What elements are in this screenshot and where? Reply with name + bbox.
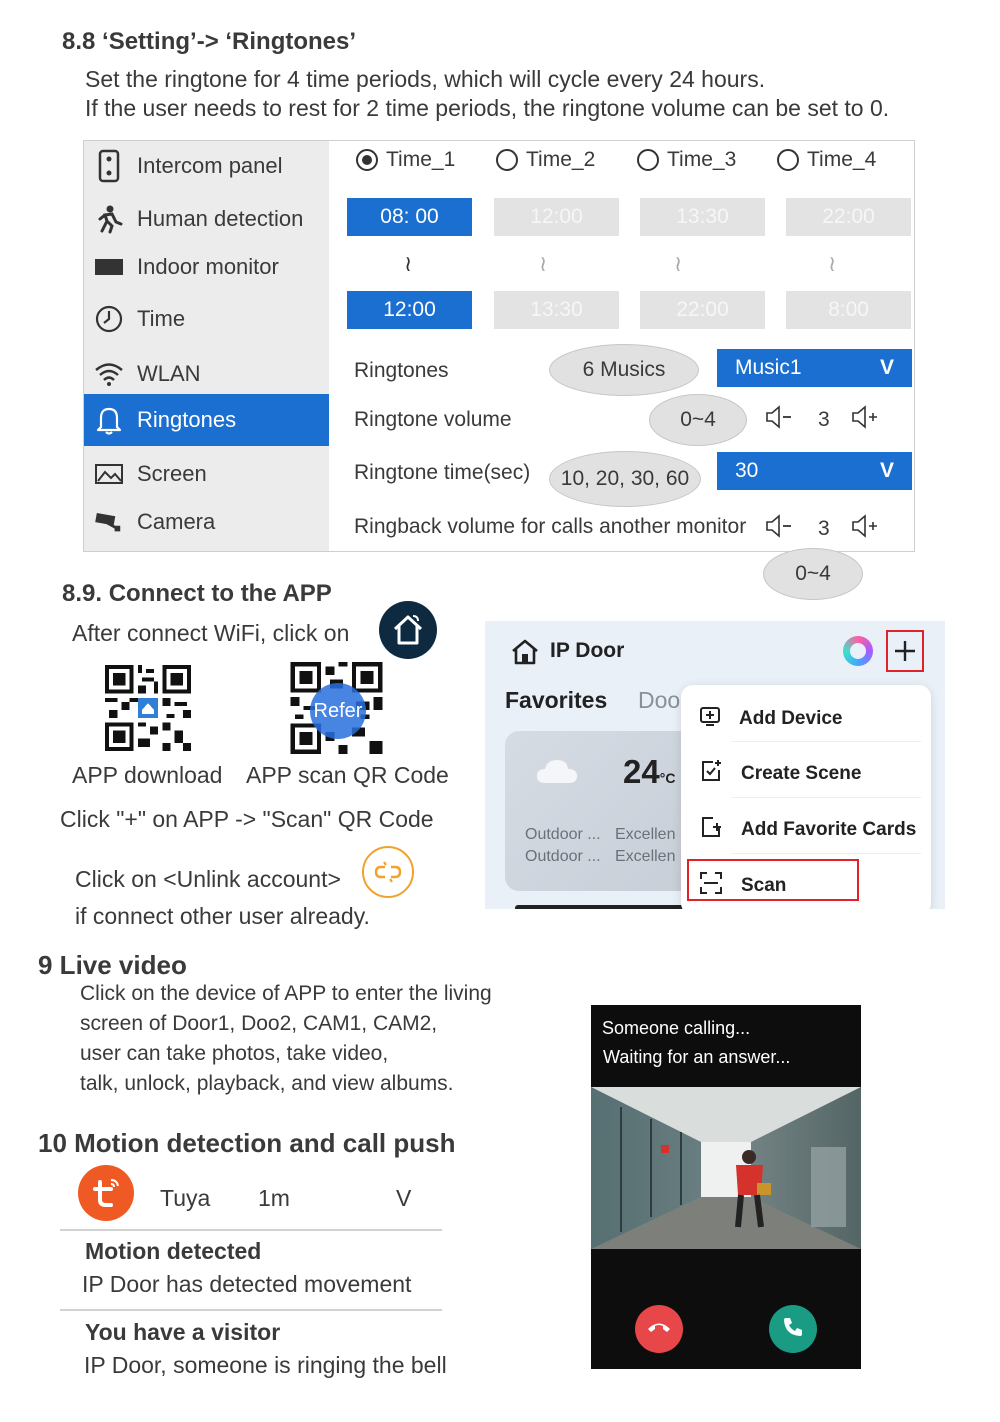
- tab-label: Time_2: [526, 148, 596, 171]
- motion-notification-body: IP Door has detected movement: [82, 1271, 412, 1297]
- tab-time-3[interactable]: [637, 148, 736, 172]
- answer-call-button[interactable]: [769, 1305, 817, 1353]
- app-download-qr-code: [104, 665, 192, 751]
- sidebar-item-screen[interactable]: [84, 449, 329, 499]
- weather-card[interactable]: [505, 731, 695, 891]
- range-separator: ≀: [404, 251, 413, 276]
- ringtone-settings-panel: [83, 140, 915, 552]
- ringback-volume-value: 3: [818, 517, 830, 540]
- click-plus-text: Click "+" on APP -> "Scan" QR Code: [60, 806, 434, 832]
- favorites-tab[interactable]: Favorites: [505, 687, 608, 713]
- tab-label: Time_1: [386, 148, 456, 171]
- intercom-panel-icon: [94, 149, 124, 183]
- section-10-title: 10 Motion detection and call push: [38, 1128, 456, 1158]
- home-icon[interactable]: [511, 639, 539, 670]
- live-video-line: Click on the device of APP to enter the living: [80, 982, 492, 1005]
- menu-item-scan[interactable]: [699, 871, 786, 901]
- ringtone-select-value: Music1: [735, 356, 802, 379]
- add-device-icon: [699, 705, 721, 733]
- ringtones-label: Ringtones: [354, 359, 449, 382]
- temperature-number: 24: [623, 753, 660, 790]
- volume-down-icon[interactable]: [764, 513, 794, 545]
- ringback-volume-control: [764, 513, 880, 545]
- sidebar-item-label: WLAN: [137, 361, 201, 386]
- ringtone-time-label: Ringtone time(sec): [354, 461, 531, 484]
- ringtones-options-note: 6 Musics: [549, 344, 699, 396]
- volume-up-icon[interactable]: [850, 404, 880, 436]
- cloud-icon: [535, 757, 579, 790]
- motion-notification-title: Motion detected: [85, 1238, 262, 1264]
- card-indicator: [515, 905, 685, 909]
- volume-up-icon[interactable]: [850, 513, 880, 545]
- wifi-icon: [94, 362, 124, 386]
- phone-icon: [782, 1316, 804, 1343]
- clock-icon: [94, 305, 124, 333]
- call-status-line2: Waiting for an answer...: [603, 1047, 791, 1067]
- ringtone-volume-label: Ringtone volume: [354, 408, 512, 431]
- menu-item-create-scene[interactable]: [699, 759, 861, 789]
- unlink-account-text: Click on <Unlink account>: [75, 866, 341, 892]
- ringback-volume-label: Ringback volume for calls another monitor: [354, 515, 747, 538]
- tab-time-2[interactable]: [496, 148, 595, 172]
- app-screenshot: [485, 621, 945, 909]
- human-detection-icon: [94, 204, 124, 234]
- sidebar-item-label: Human detection: [137, 206, 304, 231]
- notification-time: 1m: [258, 1185, 290, 1211]
- section-8-8-line1: Set the ringtone for 4 time periods, which will cycle every 24 hours.: [85, 66, 766, 92]
- temperature-unit: °C: [659, 770, 676, 786]
- notification-app-name: Tuya: [160, 1185, 211, 1211]
- incoming-call-screen: [591, 1005, 861, 1369]
- sidebar-item-wlan[interactable]: [84, 349, 329, 399]
- app-scan-label: APP scan QR Code: [246, 762, 449, 788]
- sidebar-item-time[interactable]: [84, 294, 329, 344]
- image-icon: [94, 463, 124, 485]
- menu-divider: [731, 853, 921, 854]
- ringtone-select[interactable]: [717, 349, 912, 387]
- sidebar-item-label: Ringtones: [137, 407, 237, 432]
- notification-divider: [60, 1229, 442, 1231]
- call-status-line1: Someone calling...: [602, 1018, 751, 1038]
- temperature-value: [623, 753, 675, 791]
- sidebar-item-label: Time: [137, 306, 186, 331]
- door-tab[interactable]: Doo: [638, 687, 681, 713]
- menu-divider: [731, 797, 921, 798]
- menu-item-label: Add Favorite Cards: [741, 819, 917, 840]
- chevron-down-icon[interactable]: V: [396, 1185, 412, 1211]
- sidebar-item-intercom-panel[interactable]: [84, 141, 329, 191]
- sidebar-item-indoor-monitor[interactable]: [84, 242, 329, 292]
- live-video-line: talk, unlock, playback, and view albums.: [80, 1072, 454, 1095]
- sidebar-item-ringtones[interactable]: [84, 394, 329, 446]
- excellent-label-2: Excellen: [615, 848, 676, 865]
- menu-divider: [731, 741, 921, 742]
- notification-divider: [60, 1309, 442, 1311]
- time-4-start[interactable]: 22:00: [786, 198, 911, 236]
- ringtone-volume-control: [764, 404, 880, 436]
- sidebar-item-label: Camera: [137, 509, 216, 534]
- scan-icon: [699, 871, 723, 901]
- menu-item-label: Create Scene: [741, 763, 862, 784]
- add-plus-button[interactable]: [886, 630, 924, 672]
- chevron-down-icon: V: [879, 356, 894, 379]
- decline-call-button[interactable]: [635, 1305, 683, 1353]
- section-9-title: 9 Live video: [38, 950, 187, 980]
- connect-other-text: if connect other user already.: [75, 903, 370, 929]
- tab-label: Time_4: [807, 148, 877, 171]
- live-video-line: screen of Door1, Doo2, CAM1, CAM2,: [80, 1012, 438, 1035]
- sidebar-item-human-detection[interactable]: [84, 194, 329, 244]
- home-app-icon[interactable]: [379, 601, 437, 659]
- sidebar-item-label: Indoor monitor: [137, 254, 279, 279]
- ringtone-volume-value: 3: [818, 408, 830, 431]
- time-4-end[interactable]: 8:00: [786, 291, 911, 329]
- app-download-label: APP download: [72, 762, 223, 788]
- ringtone-time-select[interactable]: [717, 452, 912, 490]
- settings-sidebar: [84, 141, 329, 551]
- ringback-range-note: 0~4: [763, 548, 863, 600]
- section-8-8-title: 8.8 ‘Setting’-> ‘Ringtones’: [62, 28, 357, 55]
- time-2-start[interactable]: 12:00: [494, 198, 619, 236]
- after-wifi-text: After connect WiFi, click on: [72, 620, 350, 646]
- tab-label: Time_3: [667, 148, 737, 171]
- range-separator: ≀: [539, 251, 548, 276]
- ringtone-time-options-note: 10, 20, 30, 60: [549, 451, 701, 507]
- monitor-icon: [94, 256, 124, 278]
- section-8-9-title: 8.9. Connect to the APP: [62, 580, 332, 607]
- time-3-end[interactable]: 22:00: [640, 291, 765, 329]
- menu-item-add-device[interactable]: [699, 705, 842, 733]
- menu-item-label: Add Device: [739, 708, 843, 729]
- visitor-notification-title: You have a visitor: [85, 1319, 281, 1345]
- sidebar-item-camera[interactable]: [84, 497, 329, 547]
- outdoor-label-1: Outdoor ...: [525, 826, 601, 843]
- volume-down-icon[interactable]: [764, 404, 794, 436]
- menu-item-label: Scan: [741, 875, 787, 896]
- add-menu-dropdown: [681, 685, 931, 909]
- menu-item-add-favorite-cards[interactable]: [699, 815, 916, 845]
- tab-time-1[interactable]: [356, 148, 455, 172]
- live-camera-feed[interactable]: [591, 1087, 861, 1249]
- section-8-8-line2: If the user needs to rest for 2 time periods, the ringtone volume can be set to 0.: [85, 95, 890, 121]
- camera-icon: [94, 509, 124, 535]
- time-2-end[interactable]: 13:30: [494, 291, 619, 329]
- create-scene-icon: [699, 759, 723, 789]
- time-1-end[interactable]: 12:00: [347, 291, 472, 329]
- visitor-notification-body: IP Door, someone is ringing the bell: [84, 1352, 447, 1378]
- sidebar-item-label: Intercom panel: [137, 153, 283, 178]
- time-1-start[interactable]: 08: 00: [347, 198, 472, 236]
- range-separator: ≀: [828, 251, 837, 276]
- app-home-title: IP Door: [550, 639, 625, 662]
- tuya-app-icon: [78, 1165, 134, 1221]
- tab-time-4[interactable]: [777, 148, 876, 172]
- ringtone-time-select-value: 30: [735, 459, 759, 482]
- outdoor-label-2: Outdoor ...: [525, 848, 601, 865]
- range-separator: ≀: [674, 251, 683, 276]
- volume-range-note: 0~4: [649, 394, 747, 446]
- add-favorite-cards-icon: [699, 815, 723, 845]
- hang-up-icon: [646, 1320, 672, 1339]
- live-video-line: user can take photos, take video,: [80, 1042, 389, 1065]
- assistant-orb-icon[interactable]: [843, 636, 873, 666]
- sidebar-item-label: Screen: [137, 461, 207, 486]
- bell-icon: [94, 405, 124, 435]
- excellent-label-1: Excellen: [615, 826, 676, 843]
- chevron-down-icon: V: [879, 459, 894, 482]
- time-3-start[interactable]: 13:30: [640, 198, 765, 236]
- refer-overlay: Refer: [310, 683, 366, 739]
- unlink-icon[interactable]: [362, 846, 414, 898]
